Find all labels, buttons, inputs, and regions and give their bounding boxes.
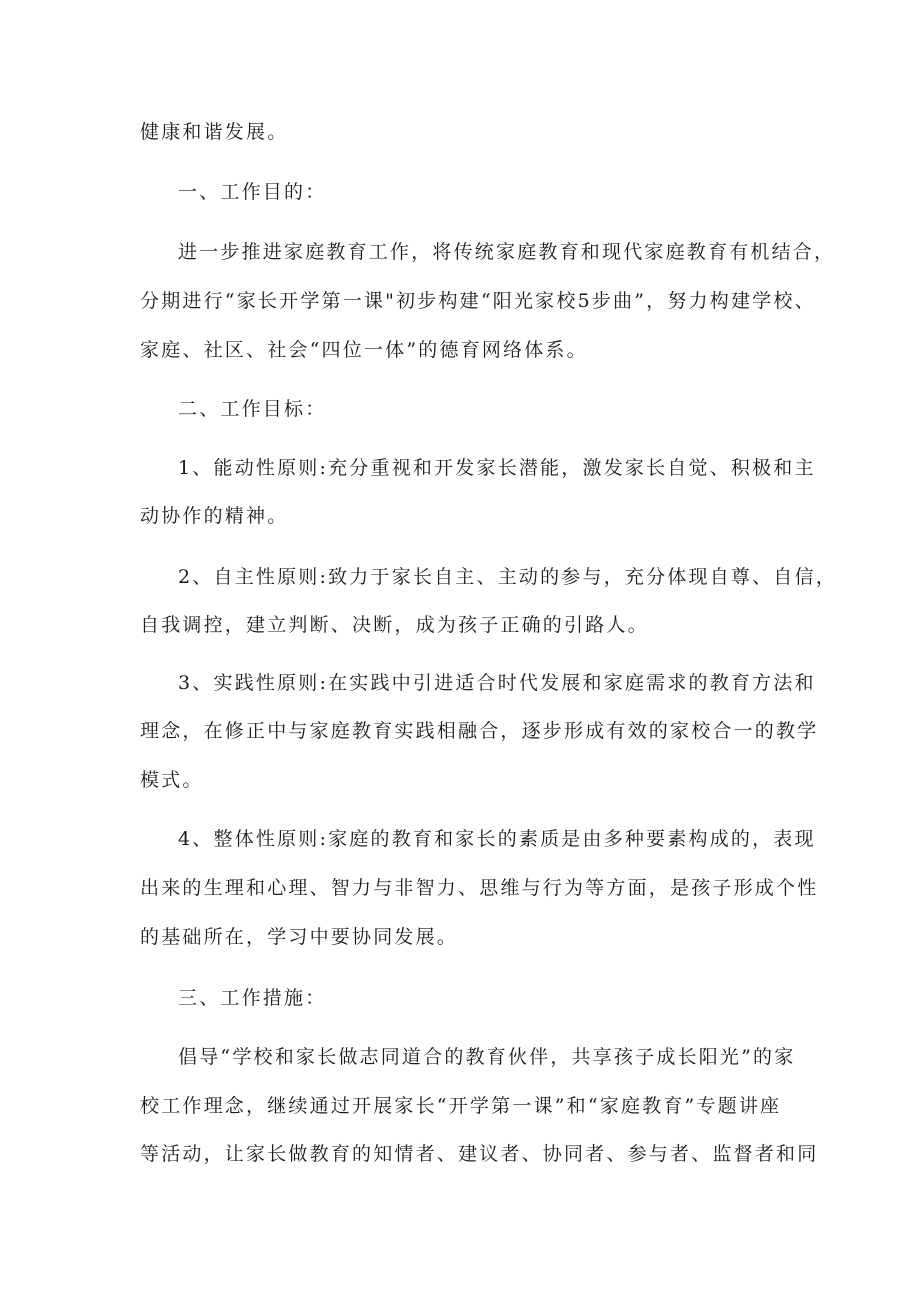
paragraph-line: 模式。 [140,769,204,791]
paragraph-line: 2、自主性原则:致力于家长自主、主动的参与，充分体现自尊、自信， [178,566,837,588]
paragraph-line: 倡导“学校和家长做志同道合的教育伙伴，共享孩子成长阳光”的家 [178,1046,796,1068]
paragraph-line: 等活动，让家长做教育的知情者、建议者、协同者、参与者、监督者和同 [140,1143,819,1165]
paragraph-line: 4、整体性原则:家庭的教育和家长的素质是由多种要素构成的，表现 [178,828,816,850]
paragraph-line: 校工作理念，继续通过开展家长“开学第一课”和“家庭教育”专题讲座 [140,1095,782,1117]
paragraph-line: 自我调控，建立判断、决断，成为孩子正确的引路人。 [140,614,649,636]
paragraph-line: 出来的生理和心理、智力与非智力、思维与行为等方面，是孩子形成个性 [140,877,819,899]
paragraph-line: 家庭、社区、社会“四位一体”的德育网络体系。 [140,339,588,361]
paragraph-line: 理念，在修正中与家庭教育实践相融合，逐步形成有效的家校合一的教学 [140,720,819,742]
paragraph-line: 3、实践性原则:在实践中引进适合时代发展和家庭需求的教育方法和 [178,672,816,694]
paragraph-line: 1、能动性原则:充分重视和开发家长潜能，激发家长自觉、积极和主 [178,457,816,479]
paragraph-line: 进一步推进家庭教育工作，将传统家庭教育和现代家庭教育有机结合， [178,241,836,263]
section-heading-purpose: 一、工作目的： [178,181,327,203]
section-heading-goals: 二、工作目标： [178,398,327,420]
paragraph-line: 动协作的精神。 [140,505,289,527]
paragraph-line: 分期进行“家长开学第一课"初步构建“阳光家校5步曲”，努力构建学校、 [140,290,816,312]
section-heading-measures: 三、工作措施： [178,987,327,1009]
paragraph-line: 的基础所在，学习中要协同发展。 [140,926,459,948]
paragraph-line: 健康和谐发展。 [140,121,289,143]
